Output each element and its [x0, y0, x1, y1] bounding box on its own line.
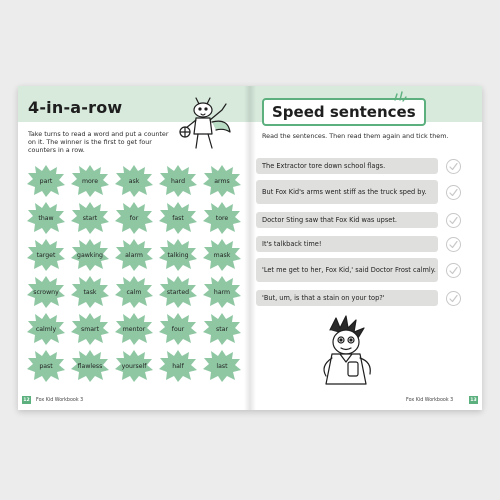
word-cell: [26, 349, 66, 383]
sentence-text: The Extractor tore down school flags.: [262, 161, 386, 170]
word-cell: [114, 164, 154, 198]
word-cell: [202, 275, 242, 309]
word-label: more: [81, 177, 99, 185]
word-label: half: [172, 362, 184, 370]
word-cell: [158, 275, 198, 309]
word-label: calm: [126, 288, 142, 296]
word-label: past: [39, 362, 53, 370]
word-cell: [202, 164, 242, 198]
right-page: [250, 86, 482, 410]
sentence-text: It's talkback time!: [262, 239, 322, 248]
checkmark-icon: [449, 216, 458, 225]
sentence-row: [256, 236, 430, 252]
sparkle-icon: [393, 90, 407, 102]
word-label: task: [83, 288, 97, 296]
word-cell: [70, 275, 110, 309]
word-cell: [202, 201, 242, 235]
word-label: arms: [214, 177, 230, 185]
tick-circle[interactable]: [446, 291, 461, 306]
word-cell: [158, 164, 198, 198]
word-label: alarm: [125, 251, 143, 259]
cartoon-fox-kid-icon: [176, 92, 234, 154]
word-cell: [70, 238, 110, 272]
word-label: start: [82, 214, 98, 222]
word-cell: [202, 312, 242, 346]
checkmark-icon: [449, 240, 458, 249]
word-label: mask: [213, 251, 231, 259]
word-cell: [114, 312, 154, 346]
right-instructions: Read the sentences. Then read them again and tick them.: [262, 132, 449, 140]
sentence-row: [256, 212, 430, 228]
word-cell: [114, 275, 154, 309]
word-label: tore: [215, 214, 229, 222]
word-cell: [70, 349, 110, 383]
right-footer: Fox Kid Workbook 3: [406, 398, 454, 403]
tick-circle[interactable]: [446, 159, 461, 174]
checkmark-icon: [449, 266, 458, 275]
word-cell: [70, 201, 110, 235]
word-label: yourself: [121, 362, 147, 370]
word-cell: [158, 201, 198, 235]
left-page-number: 12: [23, 397, 30, 403]
word-cell: [26, 312, 66, 346]
left-footer: Fox Kid Workbook 3: [36, 398, 84, 403]
workbook-spread: [18, 86, 482, 410]
word-label: scrowny: [33, 288, 59, 296]
left-instructions: Take turns to read a word and put a counter on it. The winner is the first to get four counters in a row.: [28, 130, 169, 155]
word-label: target: [36, 251, 56, 259]
word-cell: [114, 238, 154, 272]
sentence-row: [256, 258, 436, 282]
right-page-number: 13: [470, 397, 477, 403]
word-label: star: [216, 325, 228, 333]
tick-circle[interactable]: [446, 263, 461, 278]
word-cell: [202, 349, 242, 383]
word-cell: [70, 164, 110, 198]
word-cell: [26, 275, 66, 309]
word-grid: [26, 164, 242, 383]
word-cell: [26, 164, 66, 198]
cartoon-character-icon: [312, 314, 384, 386]
sentence-text: Doctor Sting saw that Fox Kid was upset.: [262, 215, 398, 224]
word-label: part: [39, 177, 53, 185]
sentence-row: [256, 180, 430, 204]
tick-circle[interactable]: [446, 213, 461, 228]
word-label: harm: [213, 288, 231, 296]
sentence-row: [256, 290, 430, 306]
spine-shadow: [244, 86, 256, 410]
word-label: last: [216, 362, 228, 370]
word-label: four: [171, 325, 185, 333]
sentence-text: 'But, um, is that a stain on your top?': [262, 293, 385, 302]
word-label: smart: [80, 325, 99, 333]
word-label: for: [129, 214, 139, 222]
checkmark-icon: [449, 188, 458, 197]
left-page-title: 4-in-a-row: [28, 98, 123, 117]
word-label: started: [166, 288, 190, 296]
word-cell: [158, 349, 198, 383]
word-cell: [114, 201, 154, 235]
word-cell: [26, 201, 66, 235]
tick-circle[interactable]: [446, 185, 461, 200]
sentence-row: [256, 158, 430, 174]
left-page: [18, 86, 250, 410]
word-label: hard: [170, 177, 186, 185]
tick-circle[interactable]: [446, 237, 461, 252]
word-cell: [158, 312, 198, 346]
word-label: fast: [172, 214, 184, 222]
word-cell: [158, 238, 198, 272]
right-page-title: Speed sentences: [262, 98, 426, 126]
word-label: talking: [167, 251, 189, 259]
word-label: mentor: [122, 325, 146, 333]
word-cell: [70, 312, 110, 346]
word-cell: [26, 238, 66, 272]
word-cell: [202, 238, 242, 272]
word-label: calmly: [35, 325, 57, 333]
sentence-text: But Fox Kid's arms went stiff as the truck sped by.: [262, 187, 427, 196]
word-cell: [114, 349, 154, 383]
word-label: flawless: [77, 362, 103, 370]
sentence-text: 'Let me get to her, Fox Kid,' said Doctor Frost calmly.: [262, 265, 436, 274]
word-label: gawking: [77, 251, 103, 259]
word-label: ask: [128, 177, 140, 185]
word-label: thaw: [38, 214, 54, 222]
checkmark-icon: [449, 162, 458, 171]
checkmark-icon: [449, 294, 458, 303]
